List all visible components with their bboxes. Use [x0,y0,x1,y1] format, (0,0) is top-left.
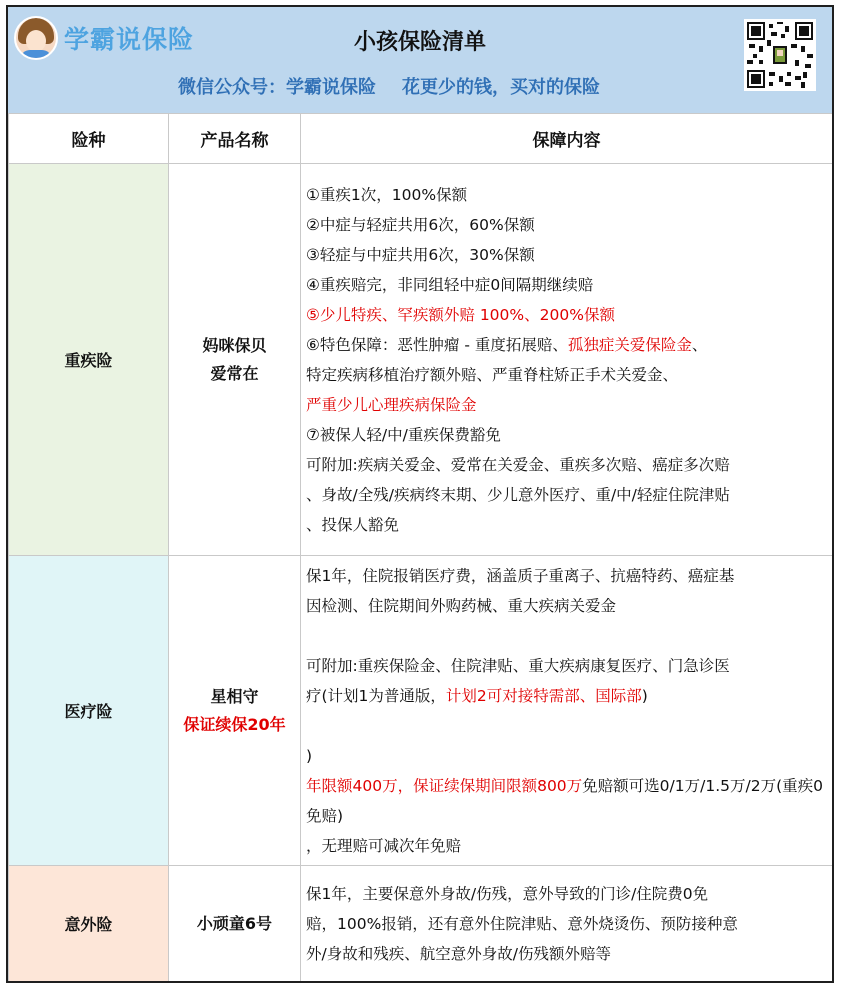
product-name [169,164,301,556]
coverage-line: 保1年，主要保意外身故/伤残，意外导致的门诊/住院费0免 [306,884,709,903]
coverage-line: ②中症与轻症共用6次，60%保额 [306,215,535,234]
coverage-line: 疗(计划1为普通版，计划2可对接特需部、国际部) [306,686,648,705]
coverage-line: 、身故/全残/疾病终末期、少儿意外医疗、重/中/轻症住院津贴 [306,485,730,504]
coverage-line: 因检测、住院期间外购药械、重大疾病关爱金 [306,596,617,615]
insurance-type: 医疗险 [9,556,169,866]
qr-code-icon [744,19,816,91]
coverage-highlight: 计划2可对接特需部、国际部 [445,686,642,705]
column-header-type: 险种 [9,114,169,164]
table-row [9,164,833,556]
coverage-line: ④重疾赔完，非同组轻中症0间隔期继续赔 [306,275,594,294]
coverage-line-highlight: ⑤少儿特疾、罕疾额外赔 100%、200%保额 [306,305,615,324]
column-header-coverage: 保障内容 [301,114,833,164]
coverage-line: 、投保人豁免 [306,515,400,534]
product-name-line: 妈咪保贝 [202,335,267,355]
coverage-content [301,164,833,556]
insurance-type: 意外险 [9,866,169,982]
column-header-product: 产品名称 [169,114,301,164]
coverage-line: 可附加:重疾保险金、住院津贴、重大疾病康复医疗、门急诊医 [306,656,730,675]
page-title: 小孩保险清单 [353,30,486,55]
insurance-sheet [6,5,834,983]
coverage-line: 年限额400万，保证续保期间限额800万免赔额可选0/1万/1.5万/2万(重疾0免赔) [306,776,823,825]
coverage-line: 可附加:疾病关爱金、爱常在关爱金、重疾多次赔、癌症多次赔 [306,455,730,474]
coverage-line: ⑦被保人轻/中/重疾保费豁免 [306,425,501,444]
product-name-line: 星相守 [210,686,259,706]
coverage-line: 保1年，住院报销医疗费，涵盖质子重离子、抗癌特药、癌症基 [306,566,735,585]
coverage-line: ①重疾1次，100%保额 [306,185,468,204]
wechat-account: 微信公众号：学霸说保险 [178,77,376,98]
slogan: 花更少的钱，买对的保险 [402,77,600,98]
table-header-row [9,114,833,164]
table-row [9,556,833,866]
coverage-line: ) [306,746,313,765]
coverage-content [301,556,833,866]
product-name: 小顽童6号 [169,866,301,982]
coverage-line-highlight: 严重少儿心理疾病保险金 [306,395,477,414]
header-banner [8,7,832,114]
product-name [169,556,301,866]
coverage-highlight: 孤独症关爱保险金 [567,335,692,354]
coverage-line: ⑥特色保障：恶性肿瘤 - 重度拓展赔、孤独症关爱保险金、 [306,335,708,354]
coverage-line: 赔，100%报销，还有意外住院津贴、意外烧烫伤、预防接种意 [306,914,738,933]
insurance-type: 重疾险 [9,164,169,556]
coverage-line: 外/身故和残疾、航空意外身故/伤残额外赔等 [306,944,611,963]
table-row [9,866,833,982]
coverage-line: ，无理赔可减次年免赔 [306,836,462,855]
coverage-line: ③轻症与中症共用6次，30%保额 [306,245,535,264]
subtitle [178,73,600,99]
brand-name: 学霸说保险 [64,25,195,54]
product-name-line: 爱常在 [210,363,259,383]
product-name-highlight: 保证续保20年 [183,714,286,734]
coverage-line: 特定疾病移植治疗额外赔、严重脊柱矫正手术关爱金、 [306,365,679,384]
insurance-table [8,113,833,982]
coverage-content [301,866,833,982]
coverage-highlight: 年限额400万，保证续保期间限额800万 [306,776,583,795]
